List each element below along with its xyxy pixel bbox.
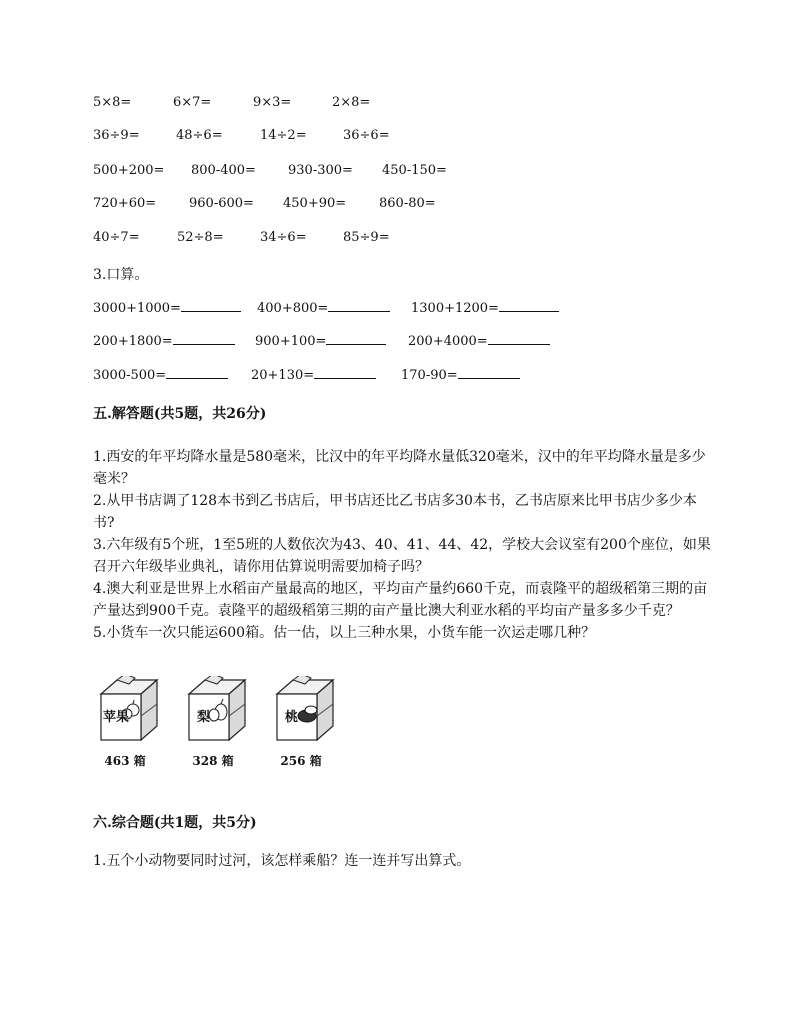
oral-item: 170-90= [401, 366, 520, 383]
oral-item: 3000-500= [93, 366, 228, 383]
calc-item: 36÷6= [343, 128, 390, 143]
box-icon [271, 676, 339, 742]
oral-item: 200+1800= [93, 332, 235, 349]
box-count: 328 箱 [192, 754, 234, 768]
question-text: 5.小货车一次只能运600箱。估一估，以上三种水果，小货车能一次运走哪几种？ [93, 625, 596, 641]
question-text: 2.从甲书店调了128本书到乙书店后，甲书店还比乙书店多30本书，乙书店原来比甲书店少多少本书? [93, 493, 697, 531]
oral-item: 3000+1000= [93, 299, 241, 316]
calc-item: 40÷7= [93, 230, 140, 245]
question-text: 3.六年级有5个班，1至5班的人数依次为43、40、41、44、42，学校大会议室有200个座位，如果召开六年级毕业典礼，请你用估算说明需要加椅子吗？ [93, 537, 711, 575]
calc-item: 500+200= [93, 163, 165, 178]
answer-blank[interactable] [166, 366, 228, 379]
fruit-box-apple [95, 676, 175, 772]
calc-item: 14÷2= [260, 128, 307, 143]
calc-item: 36÷9= [93, 128, 140, 143]
calc-item: 450+90= [283, 196, 347, 211]
fruit-box-peach [271, 676, 351, 772]
oral-item: 200+4000= [408, 332, 550, 349]
section-heading: 六.综合题(共1题，共5分) [93, 815, 257, 831]
answer-blank[interactable] [314, 366, 376, 379]
answer-blank[interactable] [499, 299, 559, 312]
calc-item: 9×3= [253, 95, 292, 110]
calc-item: 5×8= [93, 95, 132, 110]
answer-blank[interactable] [328, 299, 390, 312]
answer-blank[interactable] [181, 299, 241, 312]
question-list [93, 850, 713, 872]
box-count: 256 箱 [280, 754, 322, 768]
calc-item: 450-150= [382, 163, 447, 178]
fruit-boxes-figure [93, 676, 353, 772]
answer-blank[interactable] [173, 332, 235, 345]
question-text: 1.五个小动物要同时过河，该怎样乘船？连一连并写出算式。 [93, 853, 471, 869]
question-list [93, 446, 713, 644]
question-text: 4.澳大利亚是世界上水稻亩产量最高的地区，平均亩产量约660千克，而袁隆平的超级稻第三期的亩产量达到900千克。袁隆平的超级稻第三期的亩产量比澳大利亚水稻的平均亩产量多多少千克？ [93, 581, 708, 619]
fruit-box-pear [183, 676, 263, 772]
oral-item: 400+800= [257, 299, 390, 316]
calc-item: 6×7= [173, 95, 212, 110]
box-label: 桃 [285, 710, 299, 725]
calc-item: 48÷6= [176, 128, 223, 143]
answer-blank[interactable] [488, 332, 550, 345]
box-icon [183, 676, 251, 742]
calc-item: 930-300= [288, 163, 353, 178]
question-text: 1.西安的年平均降水量是580毫米，比汉中的年平均降水量低320毫米，汉中的年平均降水量是多少毫米？ [93, 449, 706, 487]
answer-blank[interactable] [458, 366, 520, 379]
calc-item: 720+60= [93, 196, 157, 211]
calc-item: 960-600= [189, 196, 254, 211]
calc-item: 52÷8= [177, 230, 224, 245]
oral-item: 1300+1200= [411, 299, 559, 316]
oral-item: 20+130= [251, 366, 376, 383]
box-count: 463 箱 [104, 754, 146, 768]
box-label: 苹果 [103, 710, 130, 725]
calc-item: 860-80= [379, 196, 436, 211]
section-heading: 五.解答题(共5题，共26分) [93, 406, 267, 422]
box-label: 梨 [197, 710, 211, 725]
calc-item: 85÷9= [343, 230, 390, 245]
calc-item: 2×8= [332, 95, 371, 110]
calc-item: 800-400= [191, 163, 256, 178]
question-title: 3.口算。 [93, 267, 149, 283]
oral-item: 900+100= [255, 332, 386, 349]
answer-blank[interactable] [326, 332, 386, 345]
calc-item: 34÷6= [260, 230, 307, 245]
